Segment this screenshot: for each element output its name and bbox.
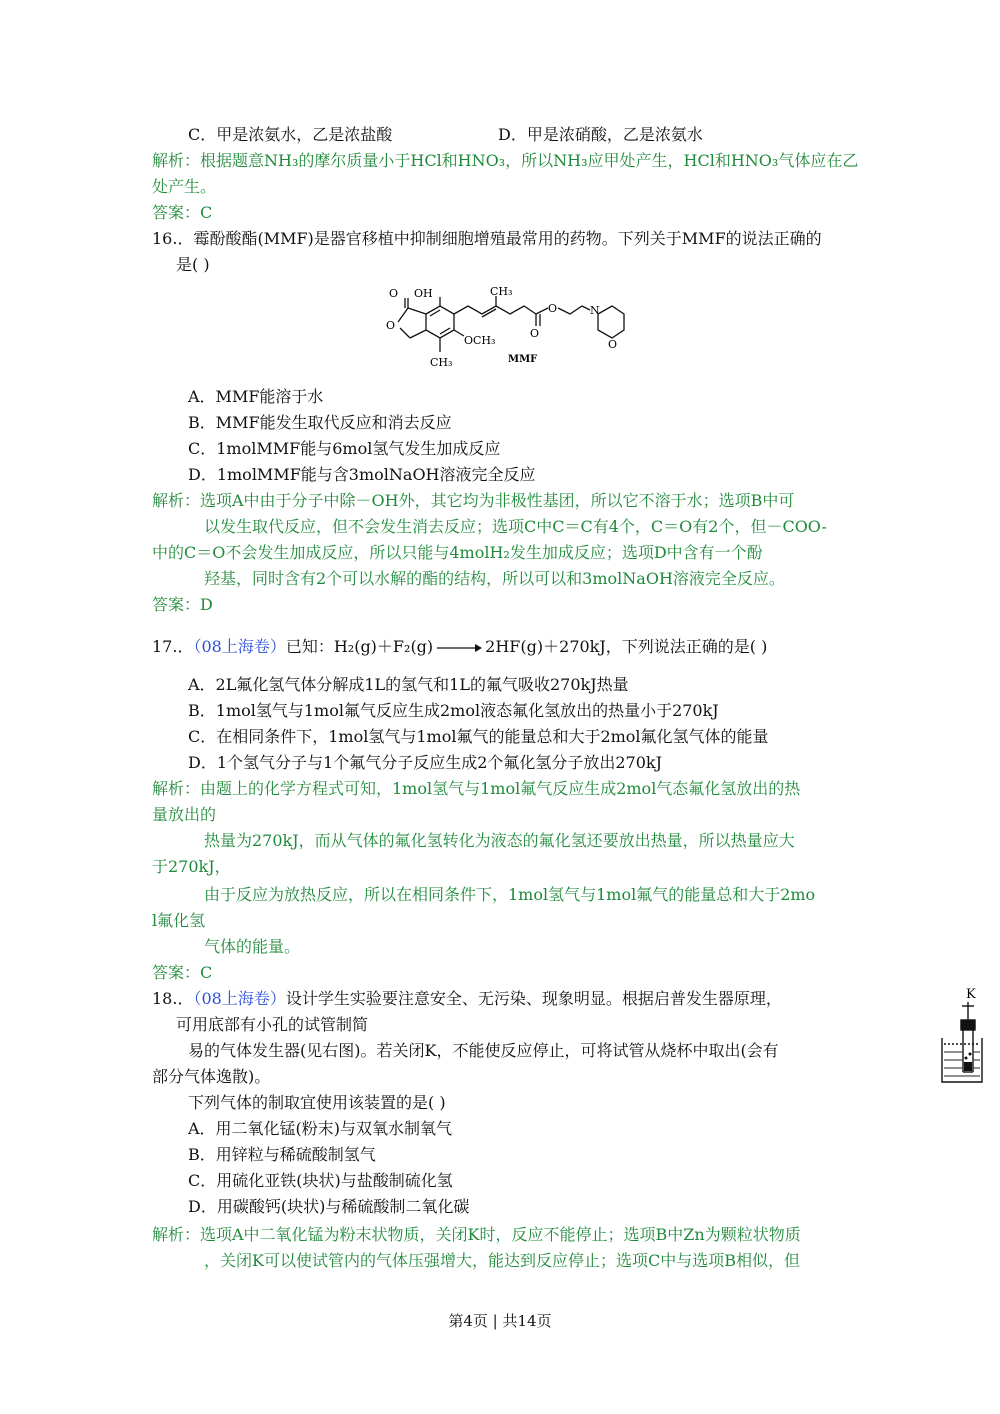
q16-explanation-1: 解析：选项A中由于分子中除－OH外，其它均为非极性基团，所以它不溶于水；选项B中可 (152, 491, 795, 510)
q18-explanation-1: 解析：选项A中二氧化锰为粉末状物质，关闭K时，反应不能停止；选项B中Zn为颗粒状物质 (152, 1225, 801, 1244)
q17-explanation-4: 于270kJ， (152, 857, 231, 876)
q18-number: 18.． (152, 989, 194, 1008)
valve-k-label: K (966, 987, 976, 1002)
q18-stem-5: 下列气体的制取宜使用该装置的是( ) (188, 1093, 446, 1112)
q17-option-c: C．在相同条件下，1mol氢气与1mol氟气的能量总和大于2mol氟化氢气体的能量 (188, 727, 769, 746)
q18-stem-4: 部分气体逸散)。 (152, 1067, 271, 1086)
struct-label-o-ring: O (386, 319, 396, 332)
page-footer: 第4页 | 共14页 (448, 1312, 552, 1330)
q18-source: （08上海卷） (193, 989, 286, 1008)
q17-source: （08上海卷） (193, 637, 286, 656)
q15-explanation-2: 处产生。 (152, 177, 217, 196)
struct-label-n: N (590, 304, 600, 317)
struct-label-oh: OH (414, 287, 433, 300)
q17-number: 17.． (152, 637, 194, 656)
q17-explanation-6: l氟化氢 (152, 911, 206, 930)
q16-option-d: D．1molMMF能与含3molNaOH溶液完全反应 (188, 465, 536, 484)
struct-label-och3: OCH₃ (464, 334, 496, 347)
q16-stem-2: 是( ) (176, 255, 210, 274)
q16-stem-1: 16.．霉酚酸酯(MMF)是器官移植中抑制细胞增殖最常用的药物。下列关于MMF的说法正确的 (152, 229, 822, 248)
q15-option-d: D．甲是浓硝酸，乙是浓氨水 (498, 125, 703, 144)
q17-explanation-1: 解析：由题上的化学方程式可知，1mol氢气与1mol氟气反应生成2mol气态氟化氢放出的热 (152, 779, 801, 798)
q18-stem-2: 可用底部有小孔的试管制简 (176, 1015, 369, 1034)
struct-label-ch3-top: CH₃ (490, 285, 513, 298)
q16-option-c: C．1molMMF能与6mol氢气发生加成反应 (188, 439, 501, 458)
q18-stem-3: 易的气体发生器(见右图)。若关闭K，不能使反应停止，可将试管从烧杯中取出(会有 (188, 1041, 779, 1060)
q17-option-b: B．1mol氢气与1mol氟气反应生成2mol液态氟化氢放出的热量小于270kJ (188, 701, 719, 720)
struct-label-mmf: MMF (508, 354, 538, 365)
struct-label-o-morph: O (608, 338, 618, 351)
q18-option-a: A．用二氧化锰(粉末)与双氧水制氧气 (188, 1119, 453, 1138)
struct-label-o-carbonyl: O (530, 327, 540, 340)
gas-generator-apparatus-diagram (912, 982, 988, 1086)
q18-explanation-2: ，关闭K可以使试管内的气体压强增大，能达到反应停止；选项C中与选项B相似，但 (204, 1251, 800, 1270)
q18-stem-1-text: 设计学生实验要注意安全、无污染、现象明显。根据启普发生器原理， (285, 989, 782, 1008)
q18-option-b: B．用锌粒与稀硫酸制氢气 (188, 1145, 376, 1164)
q15-option-c: C．甲是浓氨水，乙是浓盐酸 (188, 125, 393, 144)
q17-explanation-3: 热量为270kJ，而从气体的氟化氢转化为液态的氟化氢还要放出热量，所以热量应大 (204, 831, 795, 850)
struct-label-o-ester: O (548, 302, 558, 315)
q16-explanation-4: 羟基，同时含有2个可以水解的酯的结构，所以可以和3molNaOH溶液完全反应。 (204, 569, 785, 588)
q18-option-c: C．用硫化亚铁(块状)与盐酸制硫化氢 (188, 1171, 453, 1190)
q16-explanation-3: 中的C＝O不会发生加成反应，所以只能与4molH₂发生加成反应；选项D中含有一个酚 (152, 543, 763, 562)
q17-explanation-5: 由于反应为放热反应，所以在相同条件下，1mol氢气与1mol氟气的能量总和大于2mo (204, 885, 816, 904)
q18-option-d: D．用碳酸钙(块状)与稀硫酸制二氧化碳 (188, 1197, 470, 1216)
q17-explanation-2: 量放出的 (152, 805, 217, 824)
struct-label-ch3-bottom: CH₃ (430, 356, 453, 369)
q17-answer: 答案：C (152, 963, 213, 982)
q17-stem-post: 2HF(g)＋270kJ，下列说法正确的是( ) (485, 637, 768, 656)
q16-answer: 答案：D (152, 595, 213, 614)
struct-label-o-ketone: O (389, 287, 399, 300)
q16-option-a: A．MMF能溶于水 (188, 387, 324, 406)
q16-option-b: B．MMF能发生取代反应和消去反应 (188, 413, 452, 432)
q15-explanation-1: 解析：根据题意NH₃的摩尔质量小于HCl和HNO₃，所以NH₃应甲处产生，HCl和HNO₃气体应在乙 (152, 151, 859, 170)
q15-answer: 答案：C (152, 203, 213, 222)
q18-stem-1 (152, 988, 782, 1010)
q17-option-a: A．2L氟化氢气体分解成1L的氢气和1L的氟气吸收270kJ热量 (188, 675, 629, 694)
mmf-structure-diagram (378, 284, 628, 376)
q17-stem (152, 636, 767, 658)
q17-explanation-7: 气体的能量。 (204, 937, 301, 956)
q17-stem-pre: 已知：H₂(g)＋F₂(g) (285, 637, 434, 656)
reaction-arrow-icon (435, 642, 483, 654)
q16-explanation-2: 以发生取代反应，但不会发生消去反应；选项C中C＝C有4个，C＝O有2个，但－COO- (204, 517, 827, 536)
q17-option-d: D．1个氢气分子与1个氟气分子反应生成2个氟化氢分子放出270kJ (188, 753, 663, 772)
